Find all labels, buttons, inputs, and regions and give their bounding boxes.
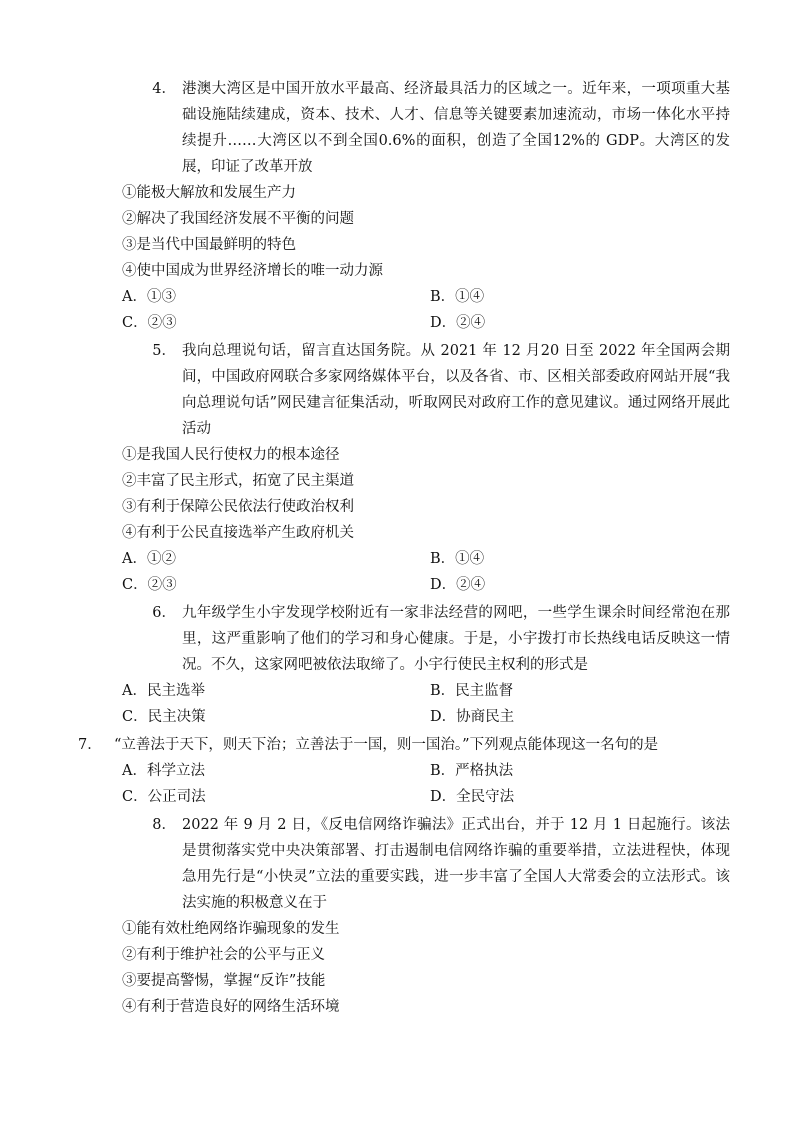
question-stem: “立善法于天下，则天下治；立善法于一国，则一国治。”下列观点能体现这一名句的是 [114, 737, 659, 753]
option-c[interactable]: C．②③ [122, 315, 177, 331]
question-number: 5． [152, 343, 176, 359]
statement-2: ②有利于维护社会的公平与正义 [122, 947, 325, 963]
option-d[interactable]: D．协商民主 [430, 709, 515, 725]
option-d[interactable]: D．②④ [430, 315, 486, 331]
statement-4: ④有利于公民直接选举产生政府机关 [122, 525, 354, 541]
option-c[interactable]: C．②③ [122, 577, 177, 593]
question-stem: 九年级学生小宇发现学校附近有一家非法经营的网吧，一些学生课余时间经常泡在那里，这严重影响了他们的学习和身心健康。于是，小宇拨打市长热线电话反映这一情况。不久，这家网吧被依法取缔了。小宇行使民主权利的形式是 [182, 605, 730, 673]
question-stem: 我向总理说句话，留言直达国务院。从 2021 年 12 月20 日至 2022 年全国两会期间，中国政府网联合多家网络媒体平台，以及各省、市、区相关部委政府网站开展“我向总理说句话”网民建言征集活动，听取网民对政府工作的意见建议。通过网络开展此活动 [182, 343, 730, 437]
option-a[interactable]: A．①③ [122, 289, 176, 305]
option-a[interactable]: A．科学立法 [122, 763, 205, 779]
question-stem: 港澳大湾区是中国开放水平最高、经济最具活力的区域之一。近年来，一项项重大基础设施陆续建成，资本、技术、人才、信息等关键要素加速流动，市场一体化水平持续提升……大湾区以不到全国0.6%的面积，创造了全国12%的 GDP。大湾区的发展，印证了改革开放 [182, 81, 730, 175]
statement-4: ④有利于营造良好的网络生活环境 [122, 999, 340, 1015]
question-number: 8． [152, 817, 176, 833]
option-b[interactable]: B．①④ [430, 289, 485, 305]
statement-1: ①能有效杜绝网络诈骗现象的发生 [122, 921, 340, 937]
option-d[interactable]: D．全民守法 [430, 789, 515, 805]
question-number: 6． [152, 605, 176, 621]
question-stem: 2022 年 9 月 2 日，《反电信网络诈骗法》正式出台，并于 12 月 1 日起施行。该法是贯彻落实党中央决策部署、打击遏制电信网络诈骗的重要举措，立法进程快，体现急用先行是“小快灵”立法的重要实践，进一步丰富了全国人大常委会的立法形式。该法实施的积极意义在于 [182, 817, 730, 911]
option-a[interactable]: A．民主选举 [122, 683, 205, 699]
option-b[interactable]: B．民主监督 [430, 683, 514, 699]
statement-3: ③有利于保障公民依法行使政治权利 [122, 499, 354, 515]
option-c[interactable]: C．民主决策 [122, 709, 206, 725]
option-d[interactable]: D．②④ [430, 577, 486, 593]
option-a[interactable]: A．①② [122, 551, 176, 567]
question-number: 4． [152, 81, 176, 97]
statement-3: ③是当代中国最鲜明的特色 [122, 237, 296, 253]
statement-4: ④使中国成为世界经济增长的唯一动力源 [122, 263, 383, 279]
statement-3: ③要提高警惕，掌握“反诈”技能 [122, 973, 326, 989]
statement-2: ②丰富了民主形式，拓宽了民主渠道 [122, 473, 354, 489]
option-b[interactable]: B．严格执法 [430, 763, 514, 779]
option-b[interactable]: B．①④ [430, 551, 485, 567]
statement-1: ①是我国人民行使权力的根本途径 [122, 447, 340, 463]
question-number: 7． [78, 737, 102, 753]
option-c[interactable]: C．公正司法 [122, 789, 206, 805]
statement-1: ①能极大解放和发展生产力 [122, 185, 296, 201]
statement-2: ②解决了我国经济发展不平衡的问题 [122, 211, 354, 227]
